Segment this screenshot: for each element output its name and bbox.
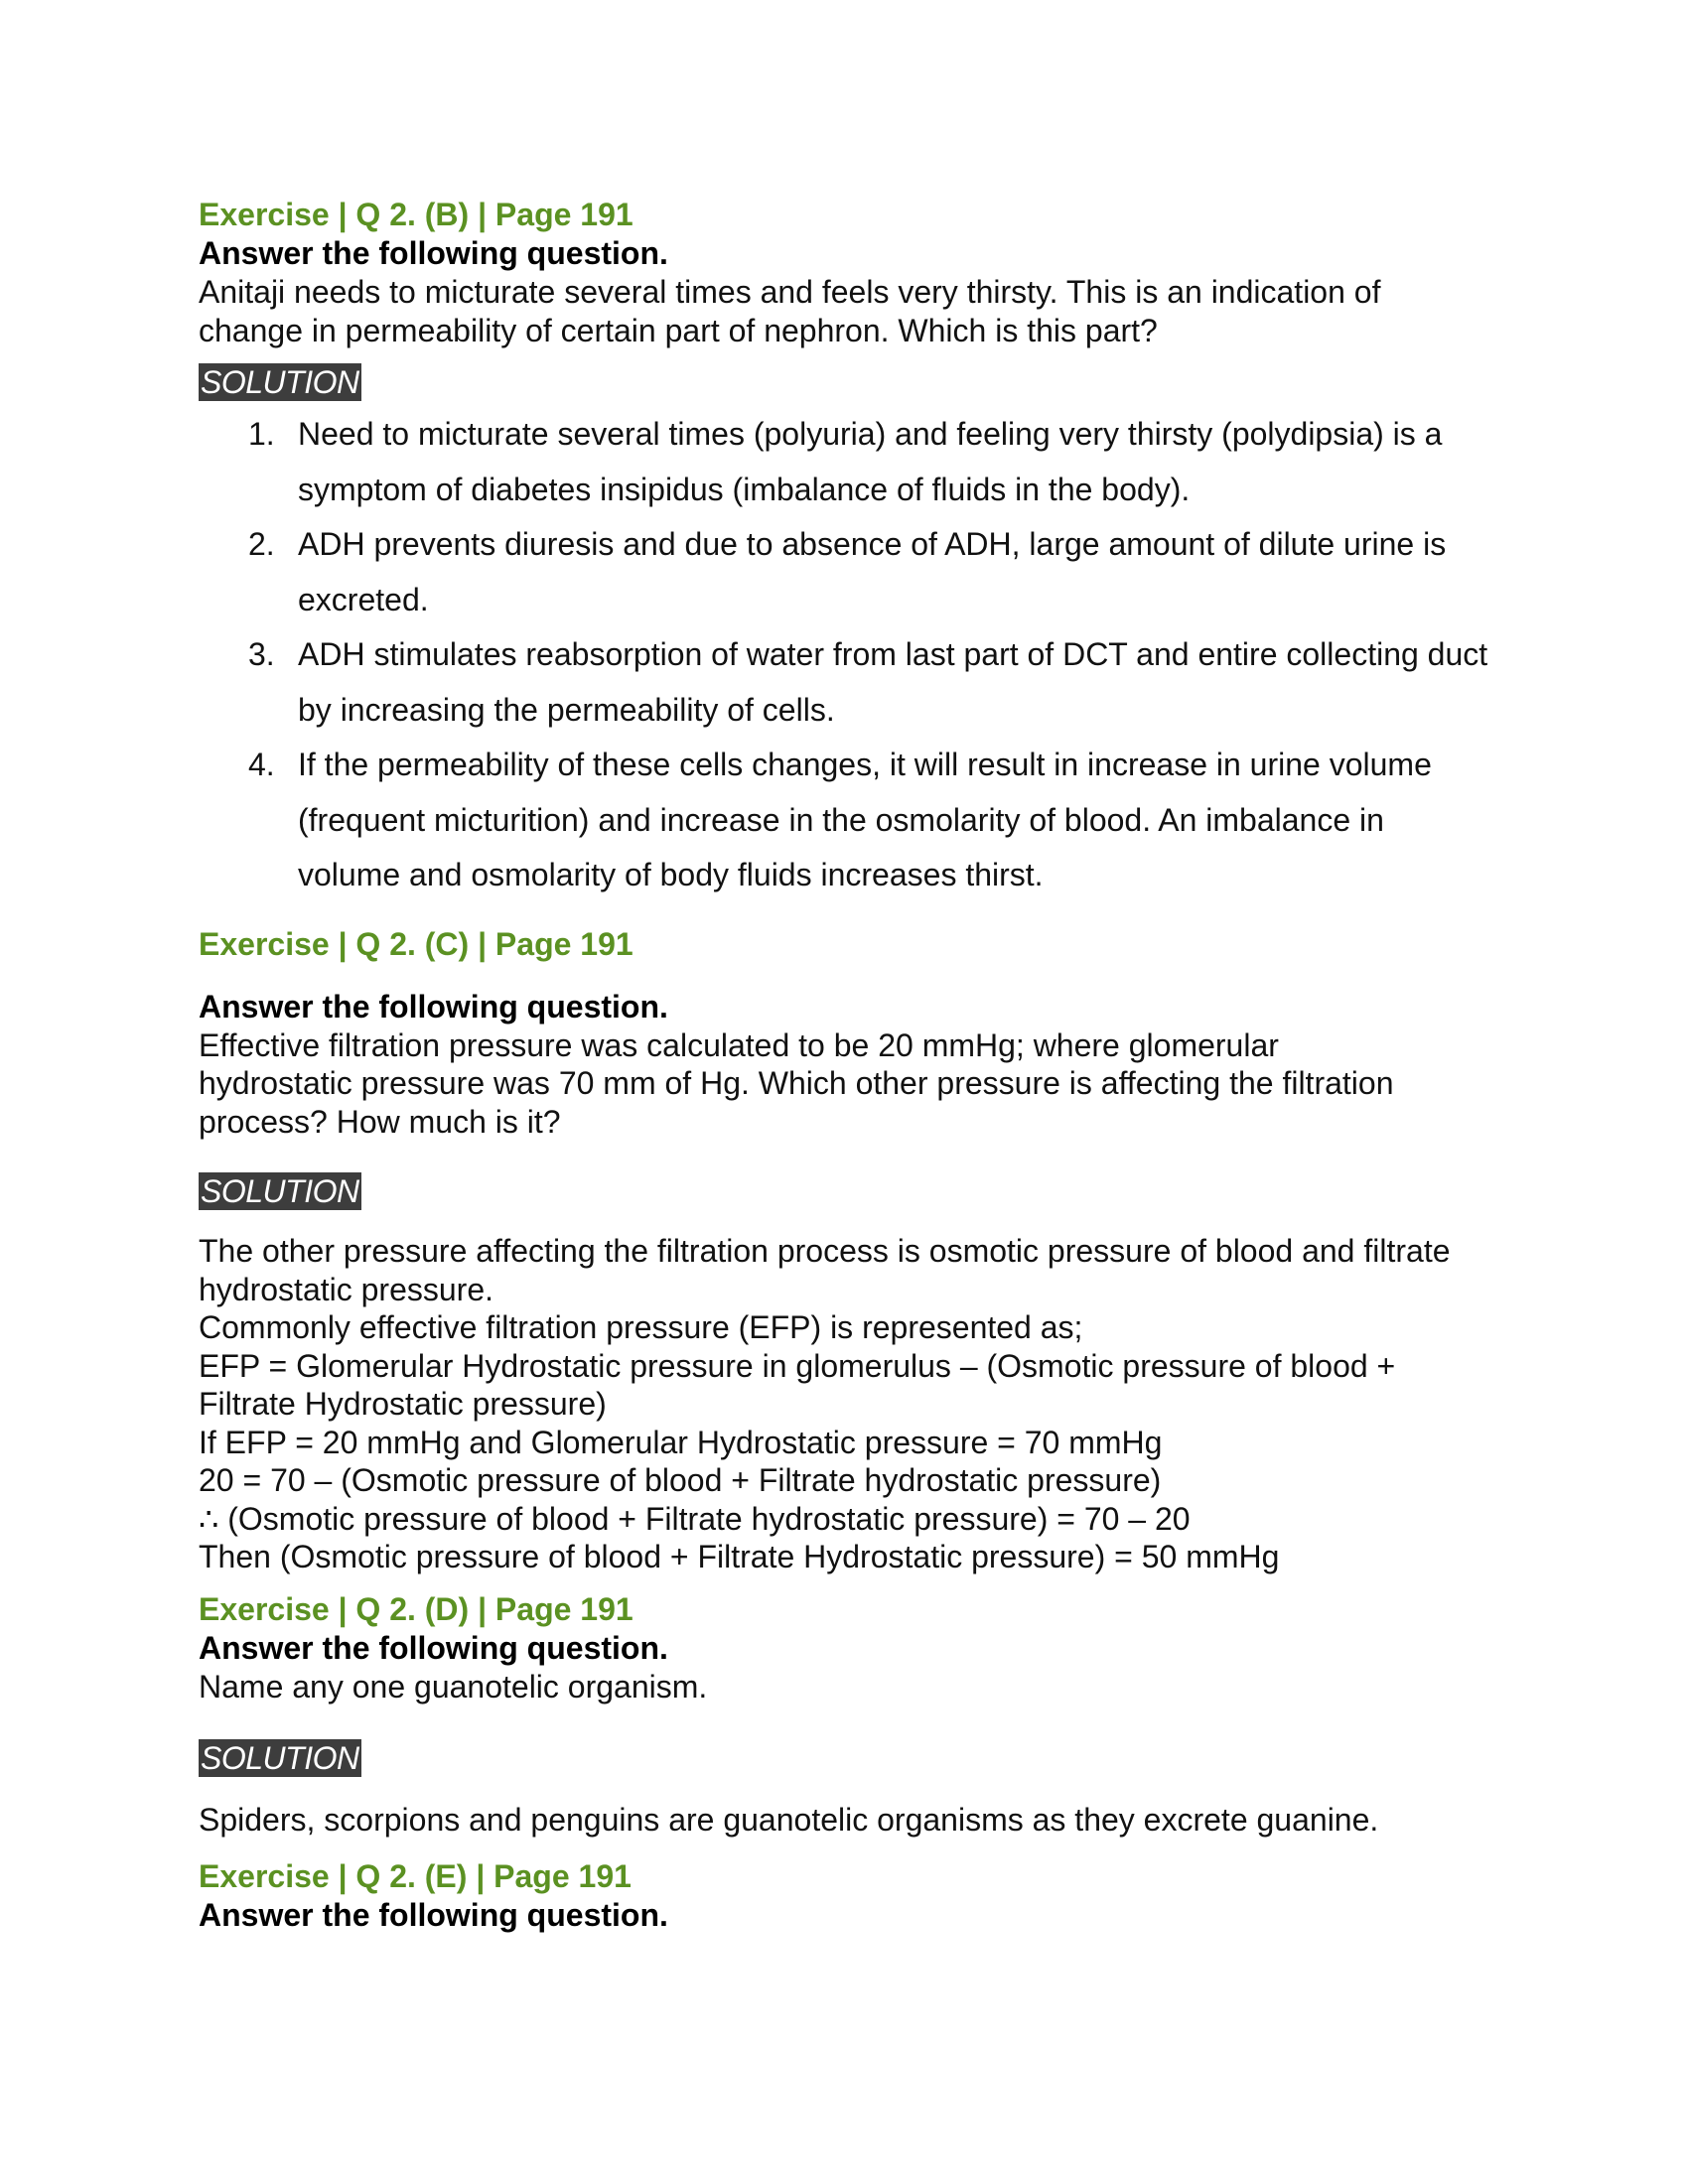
document-page <box>199 196 1489 1935</box>
question-text: Effective filtration pressure was calculated to be 20 mmHg; where glomerular hydrostatic pressure was 70 mm of Hg. Which other pressure is affecting the filtration process? How much is it? <box>199 1026 1394 1140</box>
solution-line: The other pressure affecting the filtration process is osmotic pressure of blood and filtrate hydrostatic pressure. <box>199 1233 1451 1307</box>
question-heading: Exercise | Q 2. (D) | Page 191 <box>199 1590 633 1627</box>
solution-label: SOLUTION <box>201 364 359 400</box>
question-heading: Exercise | Q 2. (C) | Page 191 <box>199 925 633 962</box>
question-prompt: Answer the following question. <box>199 1896 668 1933</box>
solution-line: 20 = 70 – (Osmotic pressure of blood + Filtrate hydrostatic pressure) <box>199 1462 1162 1498</box>
question-q2b <box>199 196 1489 903</box>
question-prompt: Answer the following question. <box>199 988 668 1024</box>
list-item: 3. ADH stimulates reabsorption of water from last part of DCT and entire collecting duct by increasing the permeability of cells. <box>248 636 1488 728</box>
solution-label: SOLUTION <box>201 1740 359 1776</box>
solution-steps <box>199 407 1489 903</box>
question-prompt: Answer the following question. <box>199 1629 668 1666</box>
list-item: 1. Need to micturate several times (polyuria) and feeling very thirsty (polydipsia) is a symptom of diabetes insipidus (imbalance of fluids in the body). <box>248 416 1443 507</box>
solution-line: If EFP = 20 mmHg and Glomerular Hydrostatic pressure = 70 mmHg <box>199 1424 1163 1460</box>
solution-line: ∴ (Osmotic pressure of blood + Filtrate hydrostatic pressure) = 70 – 20 <box>199 1500 1191 1537</box>
solution-answer: Spiders, scorpions and penguins are guanotelic organisms as they excrete guanine. <box>199 1802 1379 1838</box>
list-item: 2. ADH prevents diuresis and due to absence of ADH, large amount of dilute urine is excreted. <box>248 526 1447 617</box>
solution-line: EFP = Glomerular Hydrostatic pressure in glomerulus – (Osmotic pressure of blood + Filtrate Hydrostatic pressure) <box>199 1347 1396 1422</box>
question-q2e <box>199 1857 1489 1935</box>
question-q2c <box>199 925 1489 1576</box>
question-prompt: Answer the following question. <box>199 235 668 271</box>
question-heading: Exercise | Q 2. (B) | Page 191 <box>199 197 633 232</box>
question-heading: Exercise | Q 2. (E) | Page 191 <box>199 1857 632 1894</box>
question-text: Anitaji needs to micturate several times and feels very thirsty. This is an indication of change in permeability of certain part of nephron. Which is this part? <box>199 274 1381 348</box>
solution-body <box>199 1232 1489 1576</box>
solution-line: Commonly effective filtration pressure (EFP) is represented as; <box>199 1309 1083 1345</box>
solution-line: Then (Osmotic pressure of blood + Filtrate Hydrostatic pressure) = 50 mmHg <box>199 1539 1280 1574</box>
solution-label: SOLUTION <box>201 1173 359 1209</box>
question-text: Name any one guanotelic organism. <box>199 1668 708 1705</box>
list-item: 4. If the permeability of these cells changes, it will result in increase in urine volume (frequent micturition) and increase in the osmolarity of blood. An imbalance in volume and osmolarity of body fluids increases thirst. <box>248 747 1432 892</box>
question-q2d <box>199 1590 1489 1840</box>
